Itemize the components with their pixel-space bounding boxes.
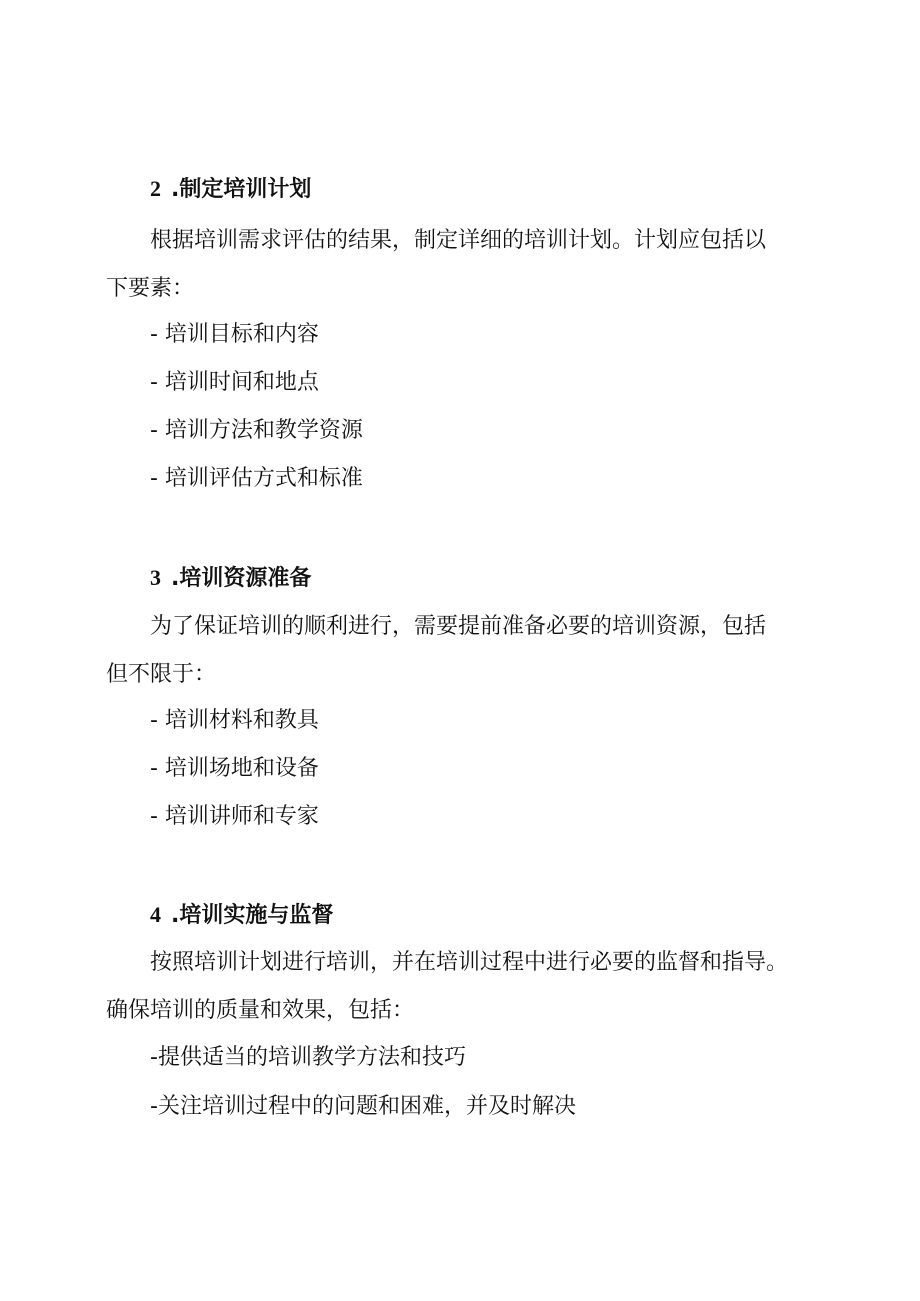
- section-number: 4: [150, 902, 161, 927]
- list-item: - 培训评估方式和标准: [150, 466, 363, 491]
- list-item: -提供适当的培训教学方法和技巧: [150, 1045, 466, 1070]
- list-item: -关注培训过程中的问题和困难，并及时解决: [150, 1094, 576, 1119]
- paragraph-line: 下要素：: [106, 276, 195, 301]
- paragraph-line: 根据培训需求评估的结果，制定详细的培训计划。计划应包括以: [150, 228, 767, 253]
- paragraph-line: 但不限于：: [106, 662, 217, 687]
- section-title: .培训资源准备: [171, 566, 312, 591]
- list-item: - 培训材料和教具: [150, 708, 319, 733]
- section-number: 2: [150, 176, 161, 201]
- section-number: 3: [150, 565, 161, 590]
- list-item: - 培训场地和设备: [150, 756, 319, 781]
- list-item: - 培训讲师和专家: [150, 804, 319, 829]
- section-title: .制定培训计划: [171, 177, 312, 202]
- paragraph-line: 为了保证培训的顺利进行，需要提前准备必要的培训资源，包括: [150, 614, 767, 639]
- list-item: - 培训时间和地点: [150, 370, 319, 395]
- paragraph-line: 确保培训的质量和效果，包括：: [106, 998, 415, 1023]
- section-heading-2: [150, 174, 311, 205]
- list-item: - 培训目标和内容: [150, 322, 319, 347]
- paragraph-line: 按照培训计划进行培训，并在培训过程中进行必要的监督和指导。: [150, 950, 789, 975]
- section-heading-3: [150, 563, 311, 594]
- section-heading-4: [150, 900, 333, 931]
- section-title: .培训实施与监督: [171, 903, 334, 928]
- list-item: - 培训方法和教学资源: [150, 418, 363, 443]
